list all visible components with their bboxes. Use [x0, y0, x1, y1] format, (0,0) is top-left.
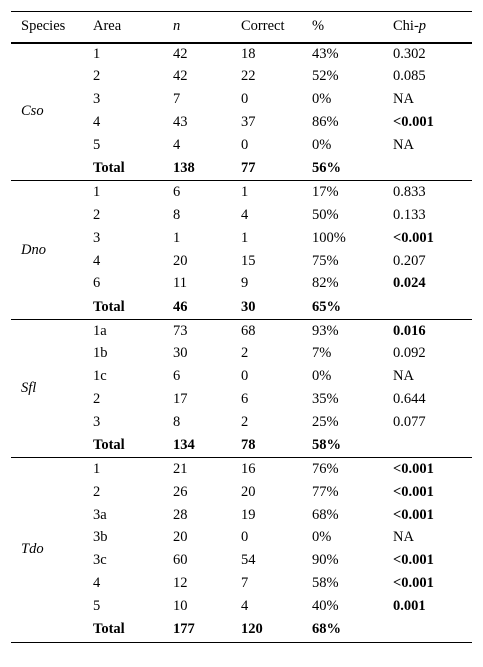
percent-cell: 35% — [312, 391, 339, 408]
n-cell: 26 — [173, 483, 188, 500]
total-percent: 68% — [312, 621, 341, 638]
n-cell: 20 — [173, 529, 188, 546]
chi-p-cell: <0.001 — [393, 575, 434, 592]
header-area: Area — [93, 18, 122, 35]
n-cell: 30 — [173, 345, 188, 362]
correct-cell: 2 — [241, 345, 249, 362]
area-cell: 1 — [93, 461, 101, 478]
percent-cell: 76% — [312, 461, 339, 478]
percent-cell: 52% — [312, 68, 339, 85]
correct-cell: 0 — [241, 529, 249, 546]
percent-cell: 86% — [312, 114, 339, 131]
correct-cell: 0 — [241, 368, 249, 385]
total-label: Total — [93, 298, 125, 315]
table-row — [11, 181, 472, 204]
chi-p-cell: 0.833 — [393, 184, 426, 201]
percent-cell: 50% — [312, 206, 339, 223]
total-label: Total — [93, 621, 125, 638]
header-percent: % — [312, 18, 325, 35]
total-correct: 120 — [241, 621, 263, 638]
area-cell: 4 — [93, 575, 101, 592]
n-cell: 60 — [173, 552, 188, 569]
table-row — [11, 43, 472, 66]
total-percent: 65% — [312, 298, 341, 315]
percent-cell: 100% — [312, 229, 346, 246]
percent-cell: 68% — [312, 506, 339, 523]
chi-p-cell: 0.644 — [393, 391, 426, 408]
header-n — [163, 12, 231, 43]
area-cell: 4 — [93, 252, 101, 269]
total-n: 46 — [173, 298, 188, 315]
correct-cell: 6 — [241, 391, 249, 408]
correct-cell: 7 — [241, 575, 249, 592]
percent-cell: 58% — [312, 575, 339, 592]
chi-p-cell: 0.016 — [393, 322, 426, 339]
chi-p-cell: 0.085 — [393, 68, 426, 85]
correct-cell: 68 — [241, 322, 256, 339]
total-percent: 58% — [312, 437, 341, 454]
area-cell: 2 — [93, 206, 101, 223]
area-cell: 6 — [93, 275, 101, 292]
chi-p-cell: <0.001 — [393, 229, 434, 246]
header-chi-p — [383, 12, 472, 43]
area-cell: 3a — [93, 506, 107, 523]
correct-cell: 4 — [241, 206, 249, 223]
percent-cell: 0% — [312, 137, 332, 153]
chi-p-cell: NA — [393, 368, 414, 385]
area-cell: 1b — [93, 345, 108, 362]
header-n-label: n — [173, 18, 181, 35]
n-cell: 10 — [173, 598, 188, 615]
total-chi-p-empty — [383, 434, 472, 458]
table-body — [11, 43, 472, 643]
species-cell: Dno — [21, 241, 46, 258]
header-chi-prefix: Chi- — [393, 18, 419, 35]
area-cell: 2 — [93, 68, 101, 85]
n-cell: 42 — [173, 45, 188, 62]
area-cell: 3c — [93, 552, 107, 569]
chi-p-cell: 0.302 — [393, 45, 426, 62]
n-cell: 12 — [173, 575, 188, 592]
total-correct: 78 — [241, 437, 256, 454]
area-cell: 3 — [93, 91, 101, 108]
chi-p-cell: <0.001 — [393, 506, 434, 523]
percent-cell: 40% — [312, 598, 339, 615]
area-cell: 3 — [93, 229, 101, 246]
correct-cell: 0 — [241, 137, 249, 153]
area-cell: 2 — [93, 483, 101, 500]
species-cell: Sfl — [21, 380, 37, 397]
total-n: 177 — [173, 621, 195, 638]
header-chi-p-italic: p — [418, 18, 427, 35]
correct-cell: 0 — [241, 91, 249, 108]
table-row — [11, 458, 472, 481]
n-cell: 17 — [173, 391, 188, 408]
percent-cell: 17% — [312, 184, 339, 201]
total-chi-p-empty — [383, 295, 472, 319]
chi-p-cell: <0.001 — [393, 483, 434, 500]
correct-cell: 2 — [241, 413, 249, 430]
percent-cell: 77% — [312, 483, 339, 500]
header-species: Species — [21, 18, 66, 35]
correct-cell: 22 — [241, 68, 256, 85]
total-label: Total — [93, 160, 125, 177]
total-chi-p-empty — [383, 618, 472, 642]
percent-cell: 90% — [312, 552, 339, 569]
percent-cell: 7% — [312, 345, 332, 362]
species-cell: Tdo — [21, 541, 44, 558]
percent-cell: 75% — [312, 252, 339, 269]
chi-p-cell: <0.001 — [393, 461, 434, 478]
chi-p-cell: 0.077 — [393, 413, 426, 430]
area-cell: 1a — [93, 322, 107, 339]
correct-cell: 15 — [241, 252, 256, 269]
n-cell: 20 — [173, 252, 188, 269]
chi-p-cell: 0.001 — [393, 598, 426, 615]
correct-cell: 37 — [241, 114, 256, 131]
n-cell: 28 — [173, 506, 188, 523]
n-cell: 73 — [173, 322, 188, 339]
percent-cell: 0% — [312, 529, 332, 546]
chi-p-cell: 0.133 — [393, 206, 426, 223]
chi-p-cell: <0.001 — [393, 552, 434, 569]
n-cell: 8 — [173, 206, 181, 223]
total-label: Total — [93, 437, 125, 454]
correct-cell: 9 — [241, 275, 249, 292]
n-cell: 11 — [173, 275, 187, 292]
n-cell: 4 — [173, 137, 181, 153]
total-n: 138 — [173, 160, 195, 177]
header-row — [11, 12, 472, 43]
percent-cell: 43% — [312, 45, 339, 62]
area-cell: 5 — [93, 598, 101, 615]
total-percent: 56% — [312, 160, 341, 177]
area-cell: 1 — [93, 184, 101, 201]
n-cell: 8 — [173, 413, 181, 430]
n-cell: 6 — [173, 184, 181, 201]
area-cell: 5 — [93, 137, 101, 153]
area-cell: 2 — [93, 391, 101, 408]
correct-cell: 1 — [241, 229, 249, 246]
percent-cell: 25% — [312, 413, 339, 430]
total-chi-p-empty — [383, 157, 472, 181]
area-cell: 3 — [93, 413, 101, 430]
percent-cell: 93% — [312, 322, 339, 339]
area-cell: 1c — [93, 368, 107, 385]
area-cell: 1 — [93, 45, 101, 62]
total-n: 134 — [173, 437, 195, 454]
correct-cell: 20 — [241, 483, 256, 500]
n-cell: 43 — [173, 114, 188, 131]
n-cell: 21 — [173, 461, 188, 478]
correct-cell: 16 — [241, 461, 256, 478]
percent-cell: 82% — [312, 275, 339, 292]
results-table — [11, 11, 472, 643]
correct-cell: 1 — [241, 184, 249, 201]
chi-p-cell: 0.207 — [393, 252, 426, 269]
chi-p-cell: NA — [393, 137, 414, 153]
total-correct: 30 — [241, 298, 256, 315]
correct-cell: 18 — [241, 45, 256, 62]
n-cell: 42 — [173, 68, 188, 85]
chi-p-cell: NA — [393, 529, 414, 546]
table-container — [11, 11, 472, 643]
percent-cell: 0% — [312, 368, 332, 385]
table-header — [11, 12, 472, 43]
n-cell: 7 — [173, 91, 181, 108]
area-cell: 4 — [93, 114, 101, 131]
chi-p-cell: NA — [393, 91, 414, 108]
species-cell: Cso — [21, 103, 44, 120]
header-correct: Correct — [241, 18, 285, 35]
table-row — [11, 319, 472, 342]
correct-cell: 54 — [241, 552, 256, 569]
correct-cell: 19 — [241, 506, 256, 523]
n-cell: 1 — [173, 229, 181, 246]
chi-p-cell: 0.024 — [393, 275, 426, 292]
correct-cell: 4 — [241, 598, 249, 615]
chi-p-cell: 0.092 — [393, 345, 426, 362]
percent-cell: 0% — [312, 91, 332, 108]
area-cell: 3b — [93, 529, 108, 546]
n-cell: 6 — [173, 368, 181, 385]
total-correct: 77 — [241, 160, 256, 177]
chi-p-cell: <0.001 — [393, 114, 434, 131]
